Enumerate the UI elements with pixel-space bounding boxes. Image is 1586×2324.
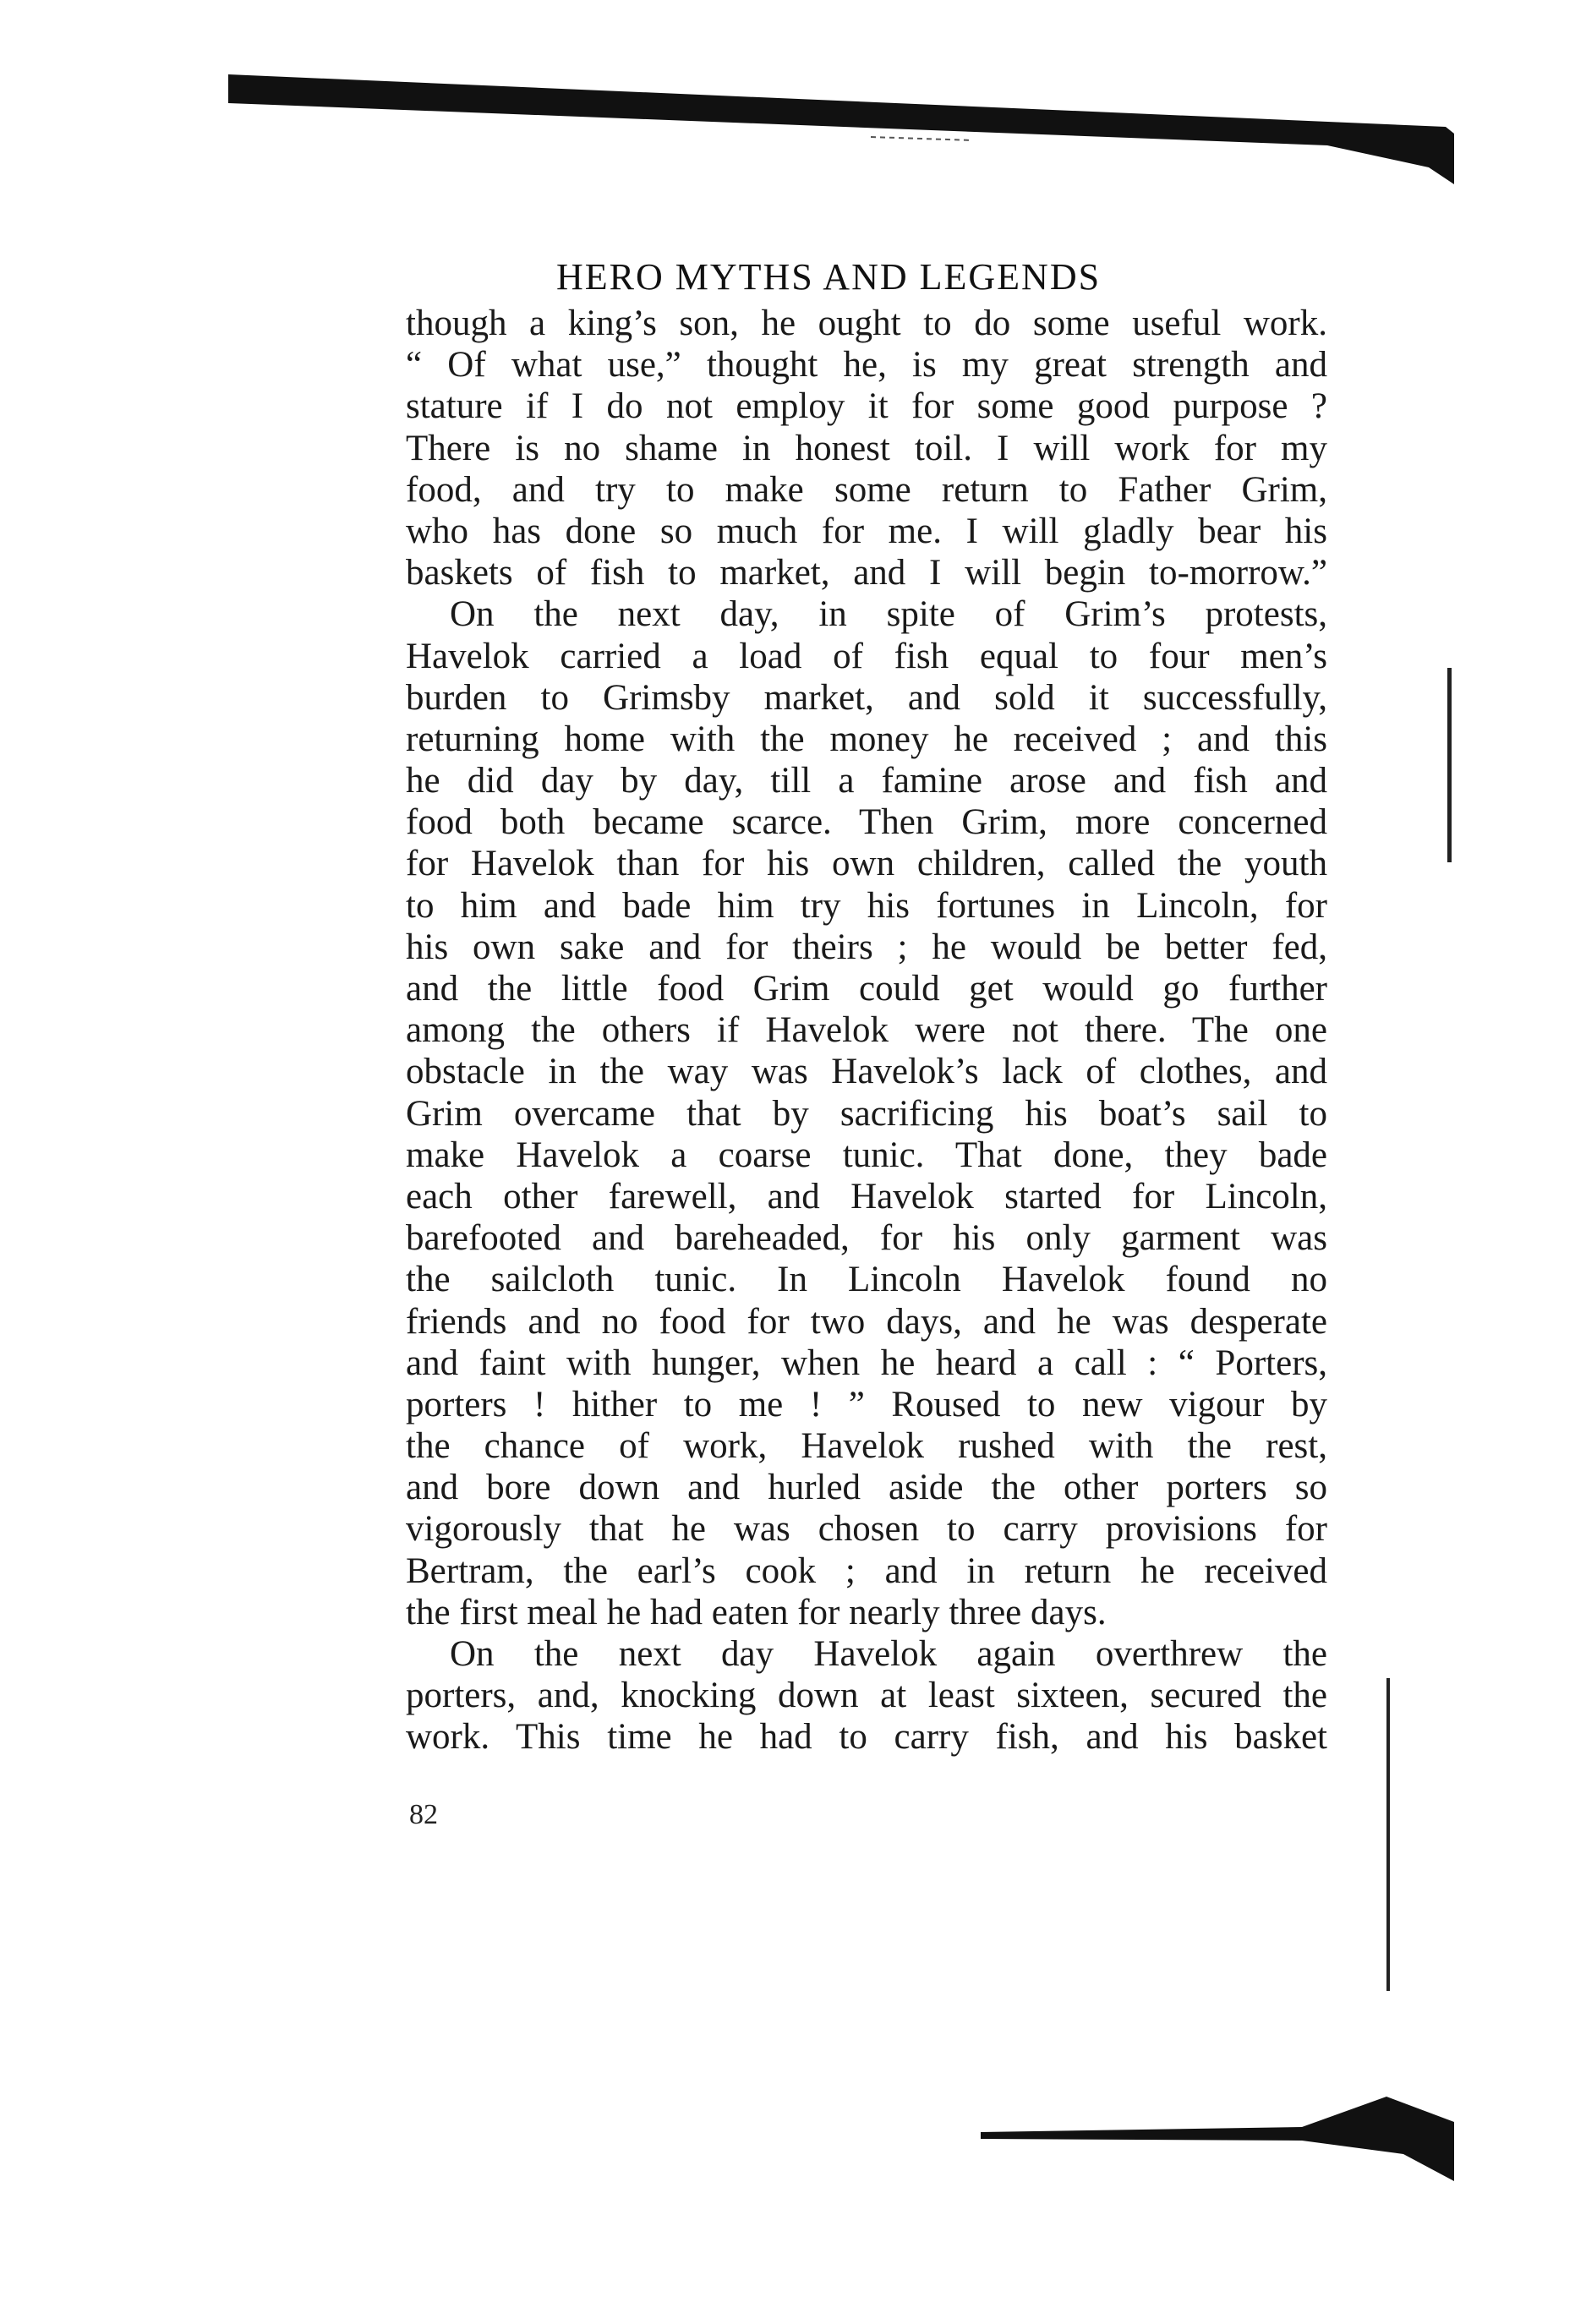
text-line: food both became scarce. Then Grim, more concerned	[406, 802, 1327, 843]
text-line: he did day by day, till a famine arose and fish and	[406, 761, 1327, 801]
text-line: the chance of work, Havelok rushed with the rest,	[406, 1426, 1327, 1467]
text-line: make Havelok a coarse tunic. That done, they bade	[406, 1135, 1327, 1175]
text-line: to him and bade him try his fortunes in Lincoln, for	[406, 885, 1327, 926]
text-line: Havelok carried a load of fish equal to four men’s	[406, 636, 1327, 676]
text-line: “ Of what use,” thought he, is my great strength and	[406, 345, 1327, 386]
text-line: vigorously that he was chosen to carry provisions for	[406, 1509, 1327, 1550]
text-line: baskets of fish to market, and I will begin to-morrow.”	[406, 553, 1327, 593]
running-head: HERO MYTHS AND LEGENDS	[555, 256, 1102, 298]
text-line: the sailcloth tunic. In Lincoln Havelok found no	[406, 1260, 1327, 1300]
scan-artifact-top	[228, 74, 1454, 184]
text-line: Bertram, the earl’s cook ; and in return he received	[406, 1550, 1327, 1591]
text-line: and faint with hunger, when he heard a call : “ Porters,	[406, 1342, 1327, 1383]
margin-mark-2	[1386, 1678, 1390, 1991]
text-line: On the next day Havelok again overthrew the	[450, 1634, 1327, 1674]
text-line: and bore down and hurled aside the other porters so	[406, 1468, 1327, 1508]
text-line: who has done so much for me. I will gladly bear his	[406, 511, 1327, 551]
text-line: work. This time he had to carry fish, and his basket	[406, 1717, 1327, 1758]
text-line: returning home with the money he received ; and this	[406, 719, 1327, 759]
text-line: There is no shame in honest toil. I will work for my	[406, 428, 1327, 468]
text-line: barefooted and bareheaded, for his only garment was	[406, 1218, 1327, 1259]
text-line: obstacle in the way was Havelok’s lack of clothes, and	[406, 1052, 1327, 1092]
text-line: the first meal he had eaten for nearly three days.	[406, 1592, 1107, 1632]
text-line: burden to Grimsby market, and sold it successfully,	[406, 677, 1327, 718]
text-line: Grim overcame that by sacrificing his boat’s sail to	[406, 1093, 1327, 1134]
text-line: stature if I do not employ it for some good purpose ?	[406, 386, 1327, 427]
body-text	[406, 303, 1327, 1758]
text-line: porters, and, knocking down at least sixteen, secured the	[406, 1676, 1327, 1716]
text-line: and the little food Grim could get would go further	[406, 969, 1327, 1009]
scan-artifact-bottom	[981, 2063, 1454, 2181]
text-line: porters ! hither to me ! ” Roused to new vigour by	[406, 1384, 1327, 1424]
text-line: for Havelok than for his own children, called the youth	[406, 844, 1327, 884]
text-line: On the next day, in spite of Grim’s protests,	[450, 594, 1327, 635]
margin-mark-1	[1447, 668, 1452, 862]
text-line: friends and no food for two days, and he was desperate	[406, 1301, 1327, 1342]
text-line: among the others if Havelok were not there. The one	[406, 1010, 1327, 1051]
text-line: each other farewell, and Havelok started for Lincoln,	[406, 1176, 1327, 1217]
text-line: food, and try to make some return to Father Grim,	[406, 469, 1327, 510]
text-line: his own sake and for theirs ; he would be better fed,	[406, 927, 1327, 967]
page-number: 82	[409, 1799, 438, 1830]
text-line: though a king’s son, he ought to do some useful work.	[406, 303, 1327, 343]
